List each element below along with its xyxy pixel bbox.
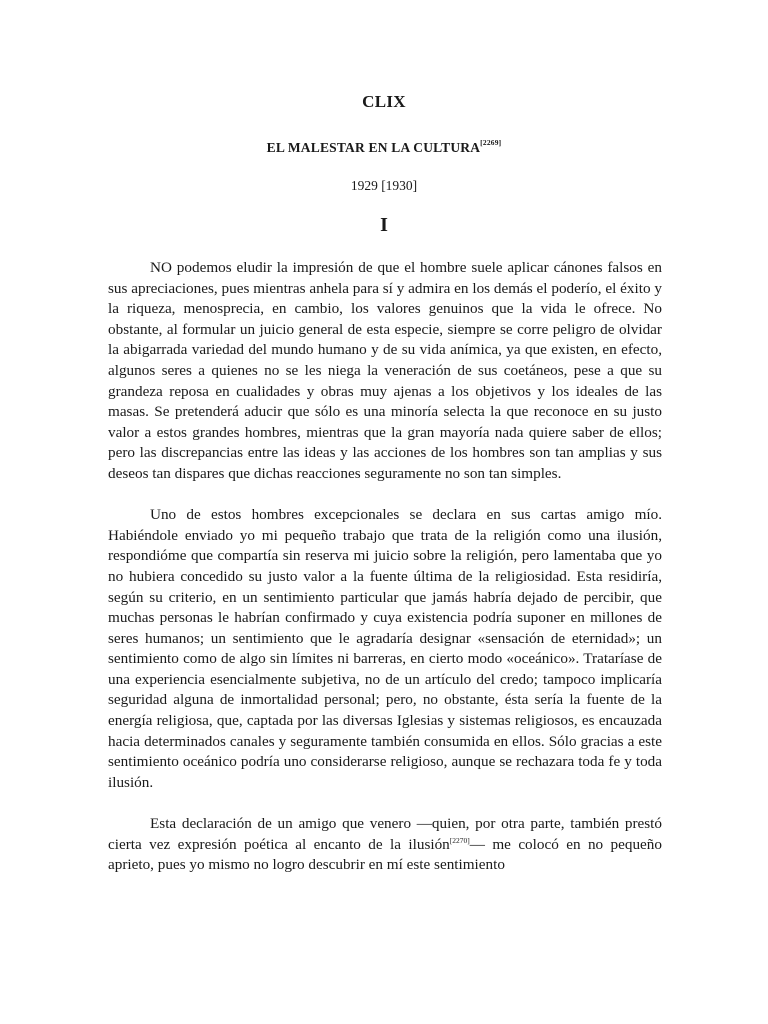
- chapter-date: 1929 [1930]: [350, 178, 418, 193]
- footnote-ref-2269[interactable]: [2269]: [480, 138, 502, 147]
- paragraph-2: Uno de estos hombres excepcionales se declara en sus cartas amigo mío. Habiéndole enviado yo mi pequeño trabajo que trata de la religión como una ilusión, respondióme que compartía sin reserva mi juicio sobre la religión, pero lamentaba que yo no hubiera concedido su justo valor a la fuente última de la religiosidad. Esta residiría, según su criterio, en un sentimiento particular que jamás habría dejado de percibir, que muchas personas le habrían confirmado y cuya existencia podría suponer en millones de seres humanos; un sentimiento que le agradaría designar «sensación de eternidad»; un sentimiento como de algo sin límites ni barreras, en cierto modo «oceánico». Trataríase de una experiencia esencialmente subjetiva, no de un artículo del credo; tampoco implicaría seguridad alguna de inmortalidad personal; pero, no obstante, ésta sería la fuente de la energía religiosa, que, captada por las diversas Iglesias y sistemas religiosos, es encauzada hacia determinados canales y seguramente también consumida en ellos. Sólo gracias a este sentimiento oceánico podría uno considerarse religioso, aunque se rechazara toda fe y toda ilusión.: [108, 506, 662, 791]
- chapter-title: [0, 138, 768, 156]
- paragraph-3: [108, 814, 662, 876]
- body-text: [108, 258, 662, 896]
- paragraph-1: NO podemos eludir la impresión de que el hombre suele aplicar cánones falsos en sus apreciaciones, pues mientras anhela para sí y admira en los demás el poderío, el éxito y la riqueza, menosprecia, en cambio, los valores genuinos que la vida le ofrece. No obstante, al formular un juicio general de esta especie, siempre se corre peligro de olvidar la abigarrada variedad del mundo humano y de su vida anímica, ya que existen, en efecto, algunos seres a quienes no se les niega la veneración de sus coetáneos, pese a que su grandeza reposa en cualidades y obras muy ajenas a los objetivos y los ideales de las masas. Se pretenderá aducir que sólo es una minoría selecta la que reconoce en su justo valor a estos grandes hombres, mientras que la gran mayoría nada quiere saber de ellos; pero las discrepancias entre las ideas y las acciones de los hombres son tan amplias y sus deseos tan dispares que dichas reacciones seguramente no son tan simples.: [108, 259, 662, 482]
- footnote-ref-2270[interactable]: [2270]: [449, 835, 470, 845]
- paragraph-3-text-after-note: — me colocó en no pequeño aprieto, pues yo mismo no logro descubrir en mí este sentimiento: [108, 835, 662, 874]
- paragraph-3-text-before-note: Esta declaración de un amigo que venero —quien, por otra parte, también prestó cierta vez expresión poética al encanto de la ilusión: [108, 815, 662, 853]
- section-number: I: [380, 214, 388, 236]
- chapter-title-text: EL MALESTAR EN LA CULTURA: [266, 140, 481, 155]
- chapter-number: CLIX: [362, 92, 406, 111]
